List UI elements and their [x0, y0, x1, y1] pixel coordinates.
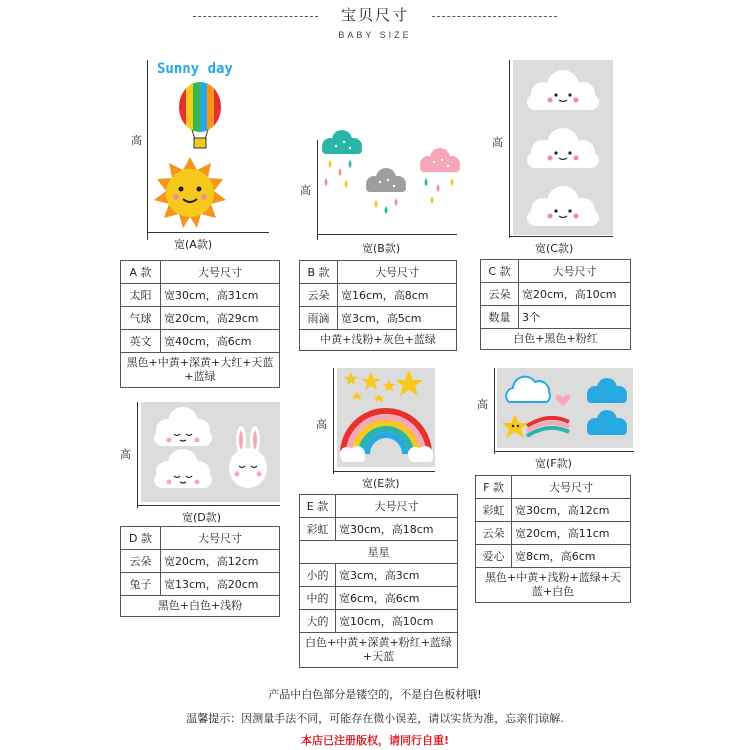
style-a-width-label: 宽(A款): [174, 238, 213, 251]
style-a-row-value: 宽20cm，高29cm: [161, 307, 280, 330]
hot-air-balloon-icon: [160, 80, 240, 150]
style-a-row-label: 英文: [121, 330, 161, 353]
style-c-row-label: 云朵: [481, 283, 519, 306]
style-e-height-label: 高: [316, 418, 327, 431]
style-b-colors: 中黄+浅粉+灰色+蓝绿: [300, 330, 457, 351]
style-a-height-label: 高: [131, 134, 142, 147]
style-a-height-line: [147, 60, 148, 240]
style-f-height-label: 高: [477, 398, 488, 411]
style-a-colors: 黑色+中黄+深黄+大红+天蓝+蓝绿: [121, 353, 280, 388]
style-a-row-value: 宽30cm，高31cm: [161, 284, 280, 307]
style-b-row-value: 宽16cm，高8cm: [338, 284, 457, 307]
clouds-star-heart-icon: [497, 368, 633, 448]
style-e-height-line: [333, 368, 334, 474]
style-e-row-label: 大的: [300, 610, 336, 633]
style-f-col-name: F 款: [476, 476, 512, 499]
style-d-colors: 黑色+白色+浅粉: [121, 596, 280, 617]
style-c-width-label: 宽(C款): [535, 242, 574, 255]
style-d-col-size: 大号尺寸: [161, 527, 280, 550]
rainbow-stars-icon: [337, 368, 435, 467]
style-a-row-label: 太阳: [121, 284, 161, 307]
page-title: 宝贝尺寸: [340, 6, 409, 24]
style-e-row-label: 中的: [300, 587, 336, 610]
style-a-row-value: 宽40cm，高6cm: [161, 330, 280, 353]
style-f-height-line: [494, 368, 495, 454]
style-e-row-value: 宽30cm，高18cm: [336, 518, 458, 541]
style-d-row-label: 兔子: [121, 573, 161, 596]
style-e-row-label: 小的: [300, 564, 336, 587]
style-a-col-size: 大号尺寸: [161, 261, 280, 284]
style-d-row-value: 宽20cm，高12cm: [161, 550, 280, 573]
style-a-table: [120, 260, 280, 388]
style-e-table: [299, 494, 458, 668]
style-f-row-value: 宽8cm，高6cm: [512, 545, 631, 568]
style-a-row-label: 气球: [121, 307, 161, 330]
style-b-row-value: 宽3cm，高5cm: [338, 307, 457, 330]
style-e-col-size: 大号尺寸: [336, 495, 458, 518]
style-a-width-line: [147, 232, 269, 233]
style-c-height-label: 高: [492, 136, 503, 149]
style-e-row-value: 宽6cm，高6cm: [336, 587, 458, 610]
style-d-row-value: 宽13cm，高20cm: [161, 573, 280, 596]
style-c-colors: 白色+黑色+粉红: [481, 329, 631, 350]
style-c-row-value: 3个: [519, 306, 631, 329]
style-c-table: [480, 259, 631, 350]
style-f-width-label: 宽(F款): [535, 457, 572, 470]
style-d-height-label: 高: [120, 448, 131, 461]
style-a-col-name: A 款: [121, 261, 161, 284]
page-subtitle: BABY SIZE: [338, 30, 412, 40]
style-e-width-label: 宽(E款): [362, 477, 400, 490]
style-b-width-line: [317, 234, 457, 235]
style-b-col-size: 大号尺寸: [338, 261, 457, 284]
sleepy-clouds-bunny-icon: [141, 402, 280, 502]
sun-face-icon: [150, 155, 230, 230]
style-e-row-value: 宽10cm，高10cm: [336, 610, 458, 633]
style-f-col-size: 大号尺寸: [512, 476, 631, 499]
style-b-col-name: B 款: [300, 261, 338, 284]
style-e-colors: 白色+中黄+深黄+粉红+蓝绿+天蓝: [300, 633, 458, 668]
style-c-row-value: 宽20cm，高10cm: [519, 283, 631, 306]
style-e-width-line: [333, 471, 435, 472]
style-f-row-label: 云朵: [476, 522, 512, 545]
style-f-row-label: 爱心: [476, 545, 512, 568]
style-c-width-line: [509, 236, 613, 237]
style-d-width-label: 宽(D款): [182, 511, 222, 524]
style-f-row-label: 彩虹: [476, 499, 512, 522]
style-e-col-name: E 款: [300, 495, 336, 518]
style-f-width-line: [494, 451, 634, 452]
style-c-row-label: 数量: [481, 306, 519, 329]
style-c-col-size: 大号尺寸: [519, 260, 631, 283]
style-e-row-label: 彩虹: [300, 518, 336, 541]
rain-clouds-icon: [318, 130, 463, 220]
style-f-row-value: 宽20cm，高11cm: [512, 522, 631, 545]
style-b-height-label: 高: [300, 184, 311, 197]
style-f-row-value: 宽30cm，高12cm: [512, 499, 631, 522]
style-b-row-label: 雨滴: [300, 307, 338, 330]
style-c-col-name: C 款: [481, 260, 519, 283]
style-e-section-stars: 星星: [300, 541, 458, 564]
footer-note-tip: 温馨提示：因测量手法不同，可能存在微小误差，请以实货为准，忘亲们谅解.: [186, 712, 564, 725]
style-b-row-label: 云朵: [300, 284, 338, 307]
style-b-width-label: 宽(B款): [362, 242, 401, 255]
style-f-colors: 黑色+中黄+浅粉+蓝绿+天蓝+白色: [476, 568, 631, 603]
smiling-clouds-icon: [513, 60, 613, 235]
style-e-row-value: 宽3cm，高3cm: [336, 564, 458, 587]
style-d-width-line: [137, 505, 280, 506]
footer-copyright: 本店已注册版权，请同行自重!: [300, 734, 449, 747]
footer-note-hollow: 产品中白色部分是镂空的，不是白色板材哦!: [268, 688, 482, 701]
style-d-height-line: [137, 402, 138, 508]
style-d-col-name: D 款: [121, 527, 161, 550]
style-c-height-line: [509, 60, 510, 238]
sunny-day-text: Sunny day: [157, 61, 233, 77]
style-f-table: [475, 475, 631, 603]
style-d-table: [120, 526, 280, 617]
style-b-table: [299, 260, 457, 351]
style-d-row-label: 云朵: [121, 550, 161, 573]
